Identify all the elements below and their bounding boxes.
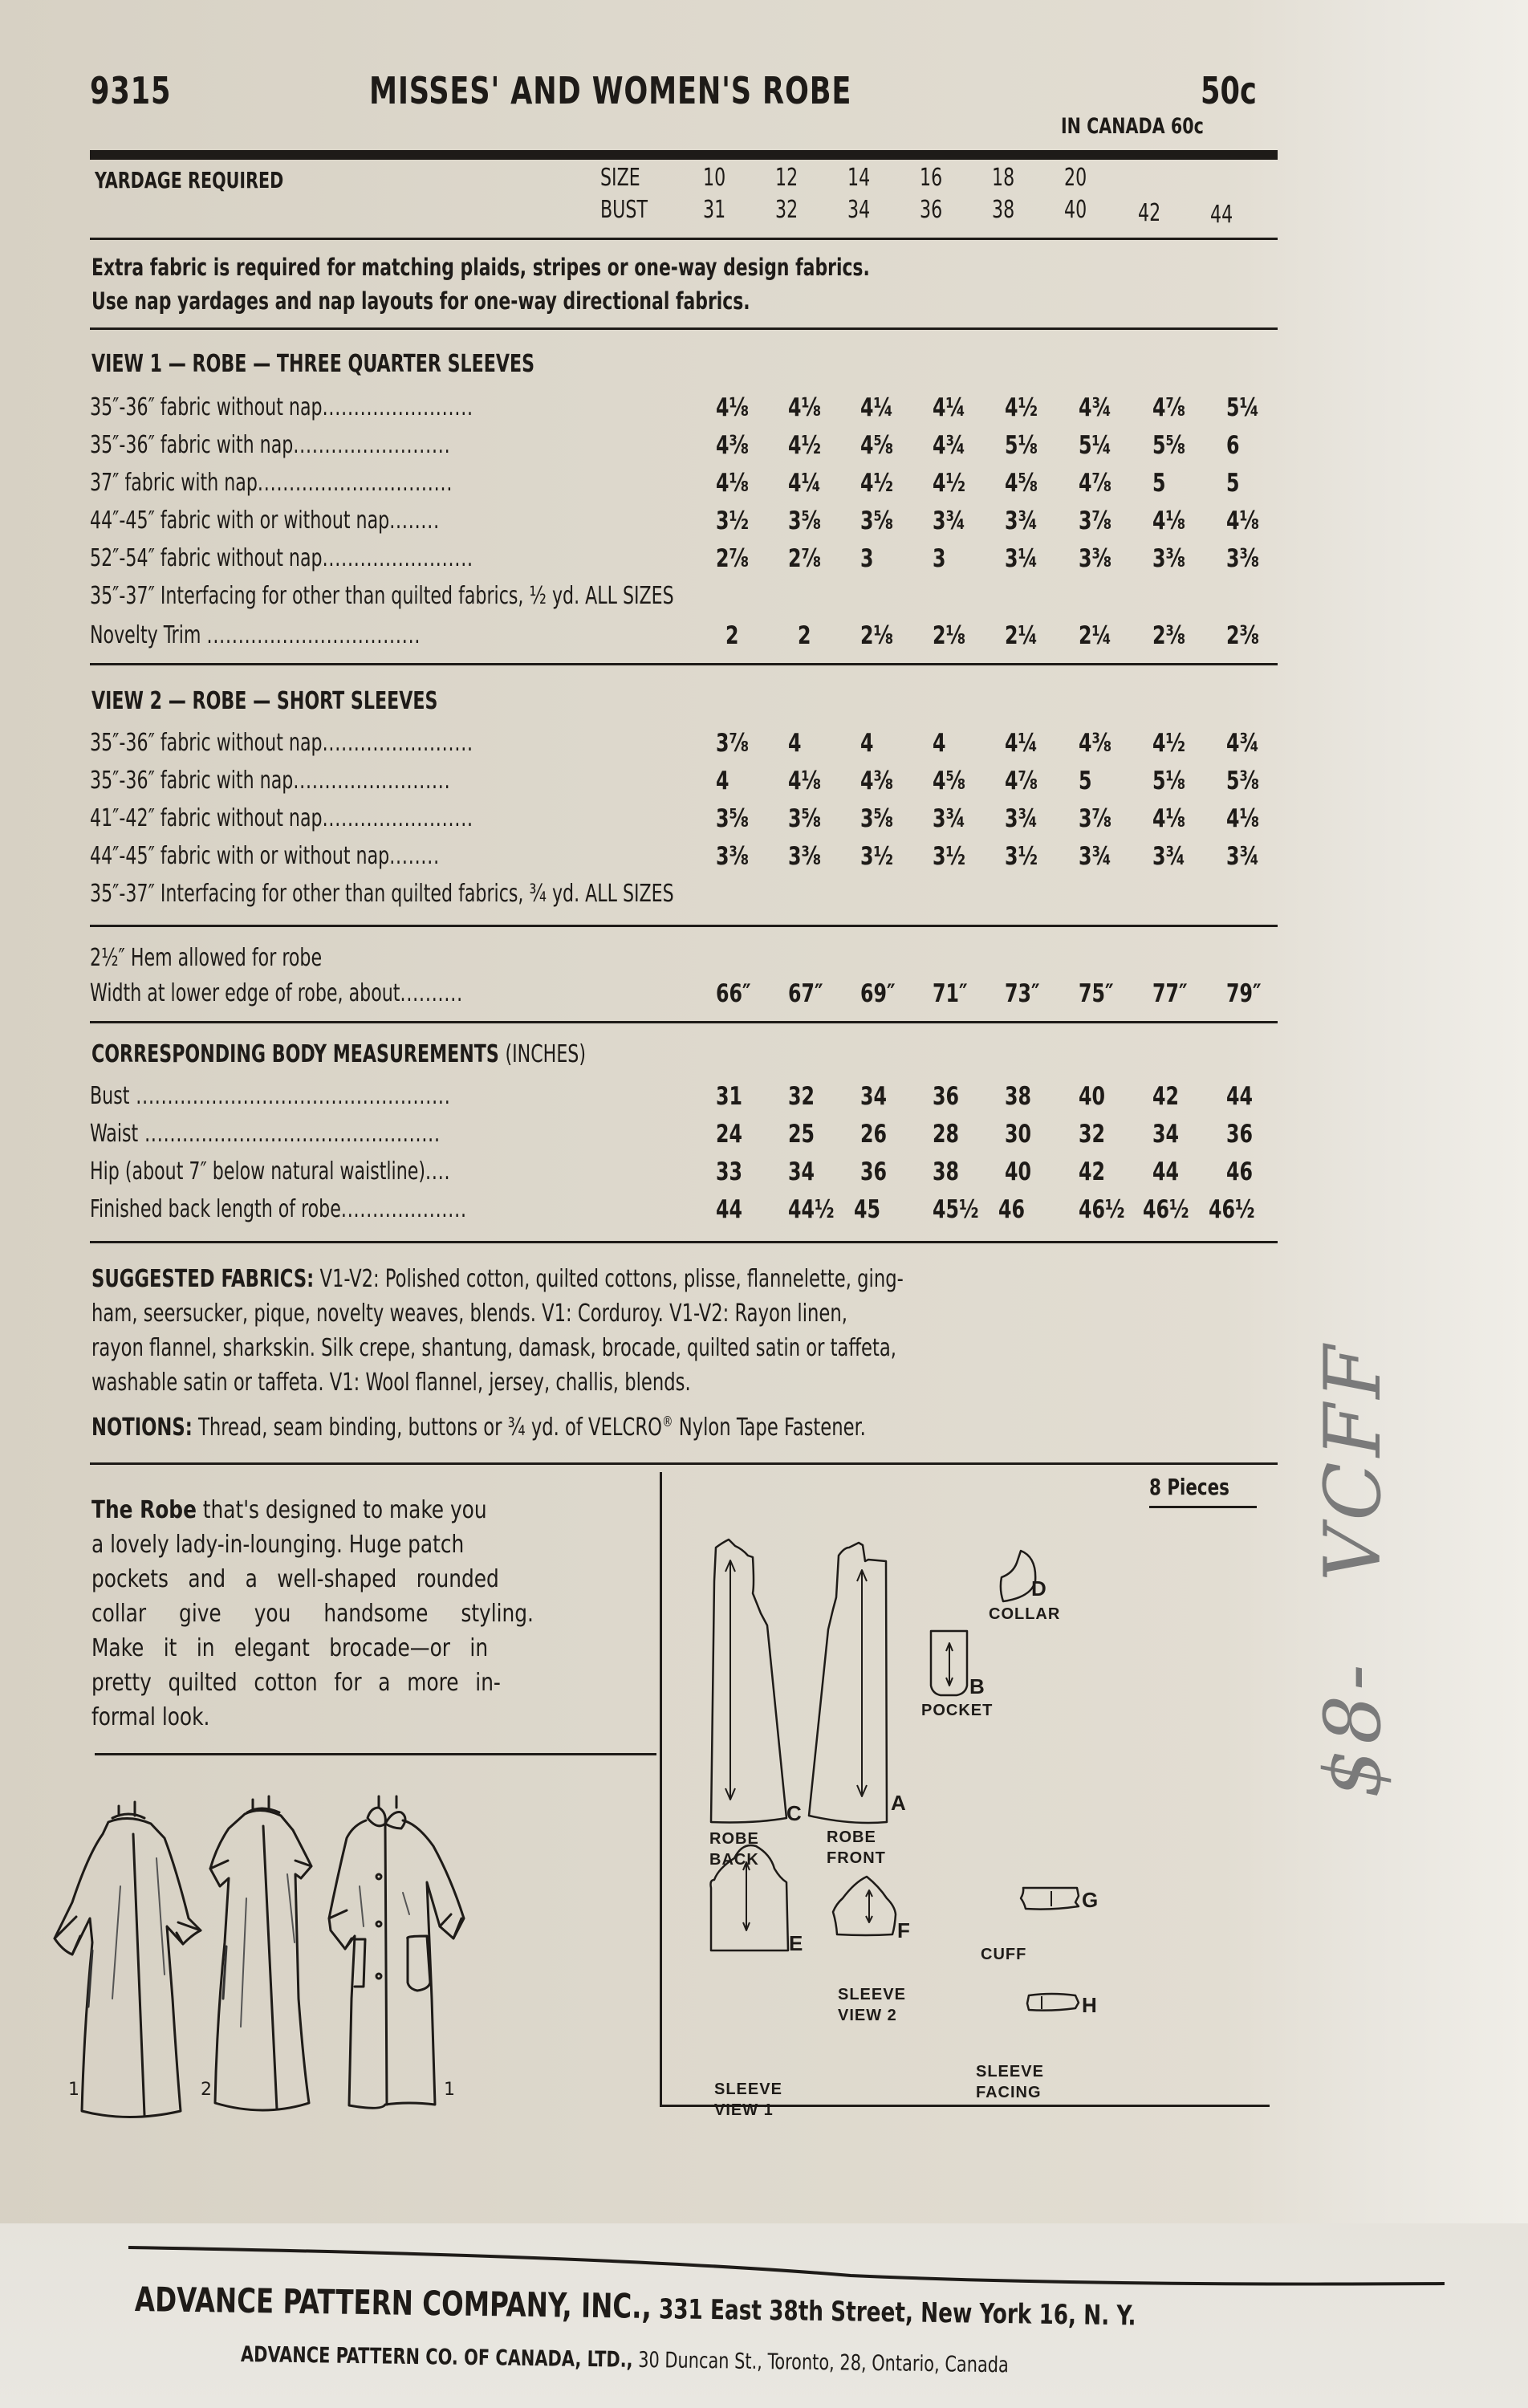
width-row	[90, 979, 1278, 1015]
piece-letter-b: B	[969, 1674, 985, 1698]
value: 3½	[716, 506, 750, 535]
divider	[90, 663, 1278, 665]
value: 5⅝	[1152, 431, 1186, 460]
view2-row-4	[90, 842, 1278, 877]
value: 2⅞	[716, 544, 750, 573]
label-line: SLEEVE	[976, 2063, 1044, 2081]
bust-label: BUST	[600, 196, 648, 224]
row-values	[716, 729, 1294, 764]
label-line: VIEW 1	[714, 2101, 774, 2119]
label-line: FRONT	[827, 1849, 886, 1867]
value: 71″	[933, 979, 968, 1008]
leader-dots: ........	[389, 842, 440, 870]
piece-letter-a: A	[891, 1791, 906, 1815]
view1-row-4	[90, 506, 1278, 542]
piece-label-pocket	[921, 1700, 993, 1721]
registered-mark: ®	[661, 1413, 673, 1430]
value: 4	[860, 729, 874, 758]
piece-sleeve-view-2	[833, 1877, 896, 1935]
value: 4¼	[860, 393, 894, 422]
leader-dots: ........................	[322, 544, 473, 572]
label-line: COLLAR	[989, 1605, 1061, 1623]
value: 5⅛	[1005, 431, 1038, 460]
value: 2⅞	[788, 544, 822, 573]
value: 33	[716, 1157, 742, 1186]
divider	[90, 238, 1278, 240]
value: 36	[860, 1157, 887, 1186]
nap-note-line-2: Use nap yardages and nap layouts for one-way directional fabrics.	[91, 287, 750, 315]
value: 66″	[716, 979, 751, 1008]
piece-robe-front	[809, 1543, 887, 1823]
row-values	[716, 506, 1294, 542]
notions-label: NOTIONS:	[91, 1413, 193, 1442]
interfacing-note: 35″-37″ Interfacing for other than quilted fabrics, ½ yd. ALL SIZES	[90, 582, 674, 610]
value: 4½	[788, 431, 822, 460]
value: 32	[1079, 1120, 1105, 1149]
value: 4	[933, 729, 946, 758]
piece-label-robe-front	[827, 1827, 886, 1869]
piece-letter-c: C	[786, 1801, 802, 1825]
value: 3⅝	[788, 804, 822, 833]
value: 36	[933, 1082, 959, 1111]
piece-label-sleeve-view-2	[838, 1984, 906, 2026]
notions-text-2: Nylon Tape Fastener.	[673, 1413, 866, 1442]
divider	[90, 925, 1278, 927]
pattern-number: 9315	[90, 69, 172, 112]
size-18: 18	[992, 164, 1015, 192]
hem-note-row	[90, 944, 1278, 979]
value: 3⅞	[1079, 506, 1112, 535]
value: 2⅜	[1152, 621, 1186, 650]
price: 50c	[1201, 69, 1257, 112]
value: 42	[1079, 1157, 1105, 1186]
value: 32	[788, 1082, 815, 1111]
value: 40	[1079, 1082, 1105, 1111]
value: 30	[1005, 1120, 1031, 1149]
piece-label-sleeve-facing	[976, 2061, 1044, 2103]
divider	[90, 1021, 1278, 1023]
value: 34	[788, 1157, 815, 1186]
value: 3¾	[1005, 804, 1038, 833]
pattern-pieces-diagram	[658, 1453, 1268, 2111]
row-label: 52″-54″ fabric without nap	[90, 544, 323, 572]
value: 46½	[1143, 1195, 1189, 1224]
fabrics-label: SUGGESTED FABRICS:	[91, 1265, 315, 1293]
fabrics-line-1	[91, 1262, 1298, 1296]
canada-company-name: ADVANCE PATTERN CO. OF CANADA, LTD.,	[240, 2342, 633, 2373]
description-line: formal look.	[91, 1703, 210, 1731]
description-line: pockets and a well-shaped rounded	[91, 1565, 499, 1593]
nap-note	[91, 250, 870, 318]
value: 3½	[933, 842, 966, 871]
value: 4⅛	[716, 393, 750, 422]
bust-40: 40	[1064, 196, 1087, 224]
value: 4¾	[1226, 729, 1260, 758]
value: 3⅝	[716, 804, 750, 833]
value: 4⅜	[716, 431, 750, 460]
value: 3⅜	[716, 842, 750, 871]
label-line: FACING	[976, 2084, 1042, 2101]
label-line: ROBE	[827, 1828, 876, 1846]
page-title: MISSES' AND WOMEN'S ROBE	[369, 69, 852, 112]
leader-dots: ..........	[400, 979, 463, 1007]
description-text: that's designed to make you	[196, 1496, 487, 1524]
value: 4⅞	[1152, 393, 1186, 422]
description-line: Make it in elegant brocade—or in	[91, 1634, 489, 1662]
row-values	[716, 804, 1294, 840]
value: 2	[798, 621, 811, 650]
value: 5	[1079, 767, 1092, 795]
row-label: 35″-36″ fabric with nap	[90, 767, 294, 795]
piece-letter-d: D	[1031, 1576, 1046, 1601]
row-values	[716, 979, 1294, 1015]
piece-label-collar	[989, 1604, 1060, 1625]
body-row-back-length	[90, 1195, 1278, 1230]
pieces-count: 8 Pieces	[1149, 1474, 1229, 1500]
fabrics-line-3: rayon flannel, sharkskin. Silk crepe, shantung, damask, brocade, quilted satin or taffeta,	[91, 1334, 896, 1362]
piece-pocket	[931, 1631, 967, 1695]
leader-dots: ....................	[340, 1195, 467, 1223]
value: 4½	[933, 469, 966, 498]
leader-dots: .........................	[293, 431, 451, 459]
piece-letter-f: F	[897, 1918, 910, 1942]
units: (INCHES)	[505, 1040, 586, 1068]
value: 3¾	[933, 804, 966, 833]
divider	[90, 327, 1278, 330]
leader-dots: ........	[389, 506, 440, 535]
view2-row-2	[90, 767, 1278, 802]
leader-dots: ........................	[322, 729, 473, 757]
label-line: ROBE	[709, 1830, 759, 1848]
value: 4⅛	[716, 469, 750, 498]
label-line: BACK	[709, 1851, 759, 1869]
piece-sleeve-facing	[1027, 1994, 1079, 2011]
value: 4¼	[788, 469, 822, 498]
size-16: 16	[920, 164, 943, 192]
leader-dots: ..................................................	[129, 1082, 451, 1110]
value: 4⅜	[1079, 729, 1112, 758]
bust-31: 31	[703, 196, 726, 224]
view1-row-5	[90, 544, 1278, 580]
leader-dots: ........................	[322, 804, 473, 832]
view1-row-1	[90, 393, 1278, 429]
value: 3¾	[1005, 506, 1038, 535]
bust-36: 36	[920, 196, 943, 224]
divider	[90, 1241, 1278, 1243]
value: 3⅜	[1226, 544, 1260, 573]
value: 5	[1226, 469, 1240, 498]
value: 3⅝	[860, 506, 894, 535]
view2-interfacing	[90, 880, 1278, 915]
handwritten-price: $8-	[1308, 1659, 1398, 1798]
value: 4¼	[1005, 729, 1038, 758]
value: 3¼	[1005, 544, 1038, 573]
piece-letter-e: E	[789, 1931, 803, 1955]
leader-dots: .........................	[293, 767, 451, 795]
value: 6	[1226, 431, 1240, 460]
row-label: 35″-36″ fabric without nap	[90, 393, 323, 421]
view1-interfacing	[90, 582, 1278, 617]
leader-dots: ...............................	[257, 469, 453, 497]
row-values	[716, 393, 1294, 429]
value: 4	[788, 729, 802, 758]
row-values	[716, 469, 1294, 504]
row-label: Bust	[90, 1082, 130, 1110]
value: 4⅞	[1079, 469, 1112, 498]
piece-label-sleeve-view-1	[714, 2079, 782, 2121]
view2-heading: VIEW 2 — ROBE — SHORT SLEEVES	[91, 687, 438, 715]
value: 4⅛	[1226, 804, 1260, 833]
fabrics-line-4: washable satin or taffeta. V1: Wool flannel, jersey, challis, blends.	[91, 1369, 691, 1397]
value: 4⅝	[1005, 469, 1038, 498]
bust-38: 38	[992, 196, 1015, 224]
row-values	[716, 842, 1294, 877]
value: 2¼	[1079, 621, 1112, 650]
view-number: 1	[68, 2080, 79, 2100]
row-values	[716, 621, 1294, 657]
value: 3¾	[933, 506, 966, 535]
description-line	[91, 1493, 564, 1527]
value: 4⅜	[860, 767, 894, 795]
value: 3¾	[1226, 842, 1260, 871]
value: 77″	[1152, 979, 1188, 1008]
value: 75″	[1079, 979, 1114, 1008]
value: 46	[1226, 1157, 1253, 1186]
value: 4¾	[933, 431, 966, 460]
body-row-hip	[90, 1157, 1278, 1193]
row-values	[716, 1120, 1294, 1155]
piece-cuff	[1021, 1888, 1079, 1910]
size-14: 14	[847, 164, 871, 192]
row-label: Hip (about 7″ below natural waistline)	[90, 1157, 425, 1186]
row-values	[716, 1195, 1294, 1230]
view1-novelty-trim	[90, 621, 1278, 657]
body-row-bust	[90, 1082, 1278, 1117]
row-label: 41″-42″ fabric without nap	[90, 804, 323, 832]
row-values	[716, 1082, 1294, 1117]
value: 4⅞	[1005, 767, 1038, 795]
fabrics-line-2: ham, seersucker, pique, novelty weaves, blends. V1: Corduroy. V1-V2: Rayon linen,	[91, 1300, 847, 1328]
row-values	[716, 544, 1294, 580]
view1-row-3	[90, 469, 1278, 504]
value: 4	[716, 767, 729, 795]
label-line: SLEEVE	[838, 1986, 906, 2003]
label-line: CUFF	[981, 1946, 1027, 1963]
notions	[91, 1405, 866, 1445]
leader-dots: ...............................................	[138, 1120, 441, 1148]
value: 44	[1226, 1082, 1253, 1111]
value: 4⅛	[788, 767, 822, 795]
robe-view-2-back-illustration	[201, 1796, 311, 2110]
value: 45	[854, 1195, 880, 1224]
leader-dots: ....	[425, 1157, 451, 1186]
row-label: 37″ fabric with nap	[90, 469, 258, 497]
label-line: POCKET	[921, 1702, 994, 1719]
value: 38	[1005, 1082, 1031, 1111]
piece-letter-g: G	[1082, 1888, 1099, 1912]
value: 3⅜	[1079, 544, 1112, 573]
value: 46½	[1209, 1195, 1255, 1224]
value: 73″	[1005, 979, 1040, 1008]
value: 45½	[933, 1195, 979, 1224]
leader-dots: ..................................	[206, 621, 421, 649]
fabrics-text: V1-V2: Polished cotton, quilted cottons, plisse, flannelette, ging-	[314, 1265, 904, 1293]
description	[91, 1493, 605, 1735]
value: 4⅛	[788, 393, 822, 422]
robe-illustrations	[48, 1758, 666, 2143]
value: 3	[860, 544, 874, 573]
row-label: Finished back length of robe	[90, 1195, 341, 1223]
value: 3¾	[1152, 842, 1186, 871]
value: 44	[716, 1195, 742, 1224]
value: 4⅝	[860, 431, 894, 460]
value: 34	[860, 1082, 887, 1111]
description-lead: The Robe	[91, 1496, 197, 1524]
value: 42	[1152, 1082, 1179, 1111]
bust-34: 34	[847, 196, 871, 224]
value: 40	[1005, 1157, 1031, 1186]
row-label: 35″-36″ fabric without nap	[90, 729, 323, 757]
description-line: pretty quilted cotton for a more in-	[91, 1669, 501, 1697]
header-divider	[90, 150, 1278, 160]
row-label: Novelty Trim	[90, 621, 201, 649]
suggested-fabrics	[91, 1262, 1298, 1400]
footer-divider	[128, 2239, 1453, 2288]
value: 3⅜	[788, 842, 822, 871]
notions-text: Thread, seam binding, buttons or ¾ yd. of VELCRO	[192, 1413, 662, 1442]
description-line: collar give you handsome styling.	[91, 1600, 534, 1628]
nap-note-line-1: Extra fabric is required for matching plaids, stripes or one-way design fabrics.	[91, 254, 870, 281]
value: 4⅝	[933, 767, 966, 795]
canada-address: 30 Duncan St., Toronto, 28, Ontario, Canada	[632, 2347, 1010, 2378]
value: 2⅛	[933, 621, 966, 650]
view2-row-3	[90, 804, 1278, 840]
row-values	[716, 767, 1294, 802]
value: 3	[933, 544, 946, 573]
view1-row-2	[90, 431, 1278, 466]
piece-letter-h: H	[1082, 1993, 1097, 2017]
value: 4¼	[933, 393, 966, 422]
value: 44	[1152, 1157, 1179, 1186]
value: 4½	[1005, 393, 1038, 422]
value: 25	[788, 1120, 815, 1149]
value: 5⅜	[1226, 767, 1260, 795]
value: 26	[860, 1120, 887, 1149]
value: 24	[716, 1120, 742, 1149]
value: 67″	[788, 979, 823, 1008]
bust-44: 44	[1210, 201, 1233, 229]
handwritten-code: VCFF	[1308, 1340, 1398, 1581]
size-20: 20	[1064, 164, 1087, 192]
value: 2⅜	[1226, 621, 1260, 650]
row-label: Width at lower edge of robe, about	[90, 979, 400, 1007]
price-canada: IN CANADA 60c	[1061, 114, 1204, 139]
row-values	[716, 1157, 1294, 1193]
value: 28	[933, 1120, 959, 1149]
value: 3½	[1005, 842, 1038, 871]
value: 36	[1226, 1120, 1253, 1149]
piece-label-robe-back	[709, 1828, 759, 1870]
value: 5⅛	[1152, 767, 1186, 795]
yardage-heading: YARDAGE REQUIRED	[95, 167, 284, 193]
hem-note: 2½″ Hem allowed for robe	[90, 944, 323, 972]
piece-robe-back	[711, 1540, 786, 1822]
value: 2¼	[1005, 621, 1038, 650]
value: 4⅛	[1226, 506, 1260, 535]
bust-42: 42	[1138, 199, 1161, 227]
value: 3¾	[1079, 842, 1112, 871]
value: 4⅛	[1152, 506, 1186, 535]
company-name: ADVANCE PATTERN COMPANY, INC.,	[134, 2280, 652, 2326]
robe-view-1-back-illustration	[55, 1802, 201, 2117]
value: 31	[716, 1082, 742, 1111]
value: 38	[933, 1157, 959, 1186]
size-10: 10	[703, 164, 726, 192]
value: 4½	[1152, 729, 1186, 758]
body-measurements-heading	[91, 1040, 586, 1068]
view2-row-1	[90, 729, 1278, 764]
value: 3⅜	[1152, 544, 1186, 573]
value: 3½	[860, 842, 894, 871]
value: 69″	[860, 979, 896, 1008]
value: 3⅝	[788, 506, 822, 535]
label-line: SLEEVE	[714, 2081, 782, 2098]
interfacing-note: 35″-37″ Interfacing for other than quilted fabrics, ¾ yd. ALL SIZES	[90, 880, 674, 908]
description-text	[91, 1493, 564, 1735]
row-label: Waist	[90, 1120, 139, 1148]
view-number: 1	[444, 2080, 455, 2100]
row-values	[716, 431, 1294, 466]
heading-text: CORRESPONDING BODY MEASUREMENTS	[91, 1040, 499, 1068]
row-label: 44″-45″ fabric with or without nap	[90, 842, 390, 870]
value: 4½	[860, 469, 894, 498]
body-row-waist	[90, 1120, 1278, 1155]
value: 34	[1152, 1120, 1179, 1149]
company-address: 331 East 38th Street, New York 16, N. Y.	[651, 2292, 1136, 2333]
row-label: 44″-45″ fabric with or without nap	[90, 506, 390, 535]
value: 46½	[1079, 1195, 1125, 1224]
value: 3⅝	[860, 804, 894, 833]
view-number: 2	[201, 2080, 212, 2100]
value: 5	[1152, 469, 1166, 498]
size-12: 12	[775, 164, 799, 192]
value: 3⅞	[1079, 804, 1112, 833]
value: 79″	[1226, 979, 1262, 1008]
label-line: VIEW 2	[838, 2007, 897, 2024]
value: 2⅛	[860, 621, 894, 650]
robe-view-1-front-illustration	[329, 1796, 464, 2108]
value: 2	[725, 621, 739, 650]
piece-label-cuff	[981, 1944, 1026, 1965]
row-label: 35″-36″ fabric with nap	[90, 431, 294, 459]
value: 5¼	[1226, 393, 1260, 422]
value: 46	[998, 1195, 1025, 1224]
piece-collar	[1001, 1551, 1035, 1601]
value: 5¼	[1079, 431, 1112, 460]
leader-dots: ........................	[322, 393, 473, 421]
value: 3⅞	[716, 729, 750, 758]
value: 4¾	[1079, 393, 1112, 422]
bust-32: 32	[775, 196, 799, 224]
size-label: SIZE	[600, 164, 640, 192]
divider	[95, 1753, 656, 1755]
value: 44½	[788, 1195, 835, 1224]
view1-heading: VIEW 1 — ROBE — THREE QUARTER SLEEVES	[91, 350, 535, 378]
description-line: a lovely lady-in-lounging. Huge patch	[91, 1531, 465, 1559]
value: 4⅛	[1152, 804, 1186, 833]
